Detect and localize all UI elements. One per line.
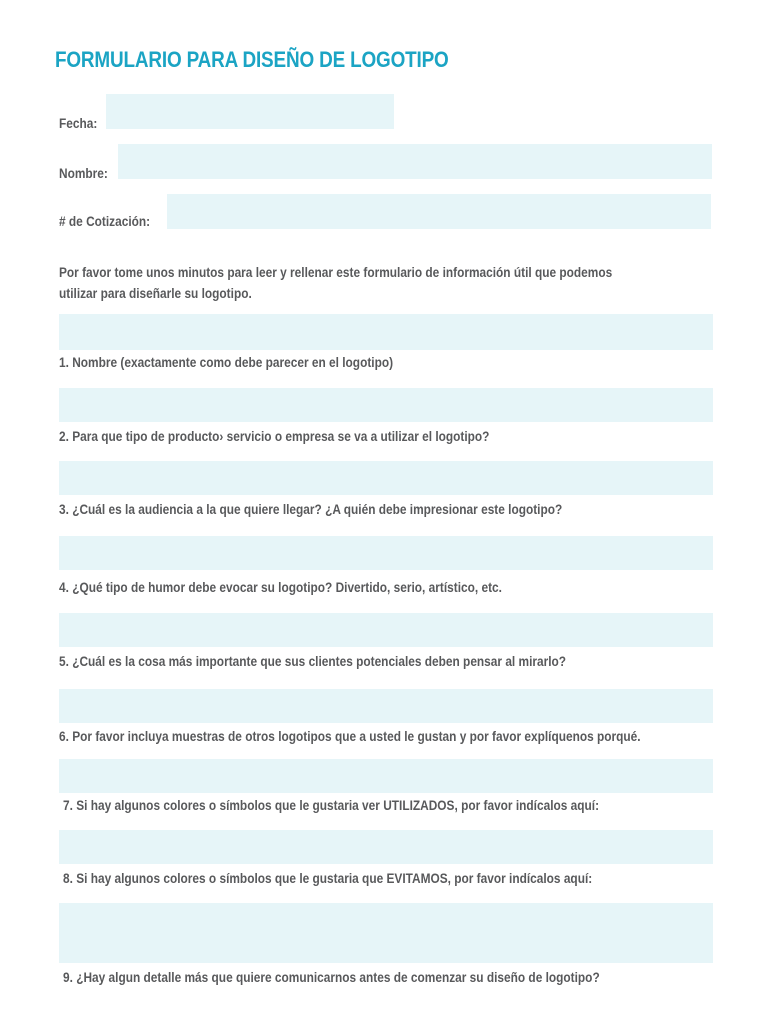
question-3-label: 3. ¿Cuál es la audiencia a la que quiere llegar? ¿A quién debe impresionar este logotipo? bbox=[59, 502, 563, 517]
answer-field-5[interactable] bbox=[59, 613, 713, 647]
date-field[interactable] bbox=[106, 94, 394, 129]
question-2-label: 2. Para que tipo de producto› servicio o empresa se va a utilizar el logotipo? bbox=[59, 429, 490, 444]
question-1-label: 1. Nombre (exactamente como debe parecer en el logotipo) bbox=[59, 355, 394, 370]
name-field[interactable] bbox=[118, 144, 712, 179]
name-label: Nombre: bbox=[59, 166, 108, 181]
question-7-label: 7. Si hay algunos colores o símbolos que le gustaria ver UTILIZADOS, por favor indícalos aquí: bbox=[63, 798, 600, 813]
answer-field-8[interactable] bbox=[59, 830, 713, 864]
answer-field-1[interactable] bbox=[59, 314, 713, 350]
answer-field-9[interactable] bbox=[59, 903, 713, 963]
quote-number-field[interactable] bbox=[167, 194, 711, 229]
answer-field-7[interactable] bbox=[59, 759, 713, 793]
question-9-label: 9. ¿Hay algun detalle más que quiere comunicarnos antes de comenzar su diseño de logotipo? bbox=[63, 970, 600, 985]
answer-field-6[interactable] bbox=[59, 689, 713, 723]
question-8-label: 8. Si hay algunos colores o símbolos que le gustaria que EVITAMOS, por favor indícalos aquí: bbox=[63, 871, 593, 886]
answer-field-2[interactable] bbox=[59, 388, 713, 422]
question-5-label: 5. ¿Cuál es la cosa más importante que sus clientes potenciales deben pensar al mirarlo? bbox=[59, 654, 567, 669]
question-6-label: 6. Por favor incluya muestras de otros logotipos que a usted le gustan y por favor explíquenos porqué. bbox=[59, 729, 641, 744]
intro-text bbox=[59, 262, 693, 304]
question-4-label: 4. ¿Qué tipo de humor debe evocar su logotipo? Divertido, serio, artístico, etc. bbox=[59, 580, 502, 595]
intro-line-1: Por favor tome unos minutos para leer y rellenar este formulario de información útil que podemos bbox=[59, 265, 613, 280]
form-title: FORMULARIO PARA DISEÑO DE LOGOTIPO bbox=[55, 47, 449, 72]
answer-field-3[interactable] bbox=[59, 461, 713, 495]
quote-number-label: # de Cotización: bbox=[59, 214, 151, 229]
intro-line-2: utilizar para diseñarle su logotipo. bbox=[59, 286, 252, 301]
answer-field-4[interactable] bbox=[59, 536, 713, 570]
date-label: Fecha: bbox=[59, 116, 98, 131]
